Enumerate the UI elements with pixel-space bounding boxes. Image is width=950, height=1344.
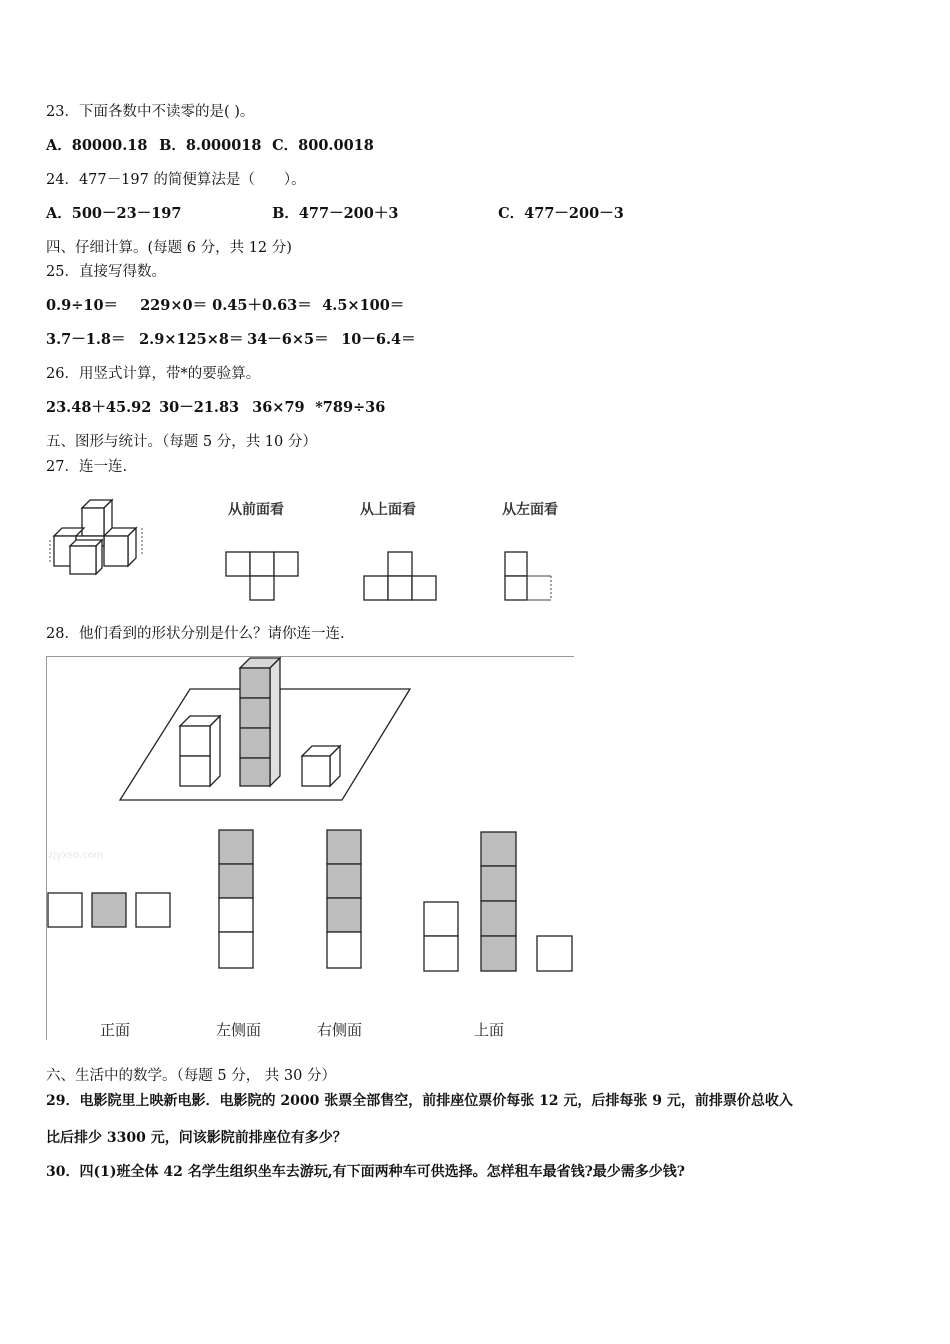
q25-item: 0.45＋0.63＝: [212, 297, 312, 314]
q27-stem: 27．连一连.: [46, 459, 128, 475]
q26-item: 23.48＋45.92: [46, 399, 152, 416]
q24-options: [46, 204, 624, 224]
q24-option-c: C．477－200－3: [498, 205, 624, 222]
q23-stem: 23．下面各数中不读零的是( )。: [46, 104, 255, 120]
q24-stem: 24．477－197 的简便算法是（ ）。: [46, 172, 306, 188]
q23-option-b: B．8.000018: [159, 137, 262, 154]
q28-scene-figure: [46, 656, 574, 1040]
q25-stem: 25．直接写得数。: [46, 264, 166, 280]
q25-item: 10－6.4＝: [341, 331, 416, 348]
q26-stem: 26．用竖式计算，带*的要验算。: [46, 366, 261, 382]
q24-option-a: A．500－23－197: [46, 205, 182, 222]
q27-left-view-shape[interactable]: [503, 550, 557, 604]
q25-item: 2.9×125×8＝: [139, 331, 244, 348]
q25-row2: [46, 330, 416, 350]
q28-label-left-side: 左侧面: [216, 1021, 262, 1039]
q27-view-top-label: 从上面看: [360, 502, 416, 518]
q29-line1: 29．电影院里上映新电影．电影院的 2000 张票全部售空，前排座位票价每张 12 元，后排每张 9 元，前排票价总收入: [46, 1093, 793, 1109]
q29-line2: 比后排少 3300 元，问该影院前排座位有多少？: [46, 1130, 347, 1146]
q26-item: 36×79: [252, 399, 305, 416]
q26-item: *789÷36: [315, 399, 386, 416]
q25-item: 229×0＝: [140, 297, 208, 314]
q28-watermark: zjyxso.com: [48, 850, 104, 861]
q23-option-c: C．800.0018: [272, 137, 374, 154]
q26-items: [46, 398, 385, 418]
section6-title: 六、生活中的数学。（每题 5 分， 共 30 分）: [46, 1068, 336, 1084]
q23-option-a: A．80000.18: [46, 137, 148, 154]
q25-row1: [46, 296, 404, 316]
q25-item: 3.7－1.8＝: [46, 331, 126, 348]
q23-options: [46, 136, 374, 156]
q26-item: 30－21.83: [159, 399, 240, 416]
q28-label-front: 正面: [100, 1021, 131, 1039]
q27-top-view-shape[interactable]: [362, 550, 440, 604]
q28-label-top: 上面: [474, 1021, 505, 1039]
q28-stem: 28．他们看到的形状分别是什么？请你连一连.: [46, 626, 345, 642]
q27-view-left-label: 从左面看: [502, 502, 558, 518]
q25-item: 34－6×5＝: [247, 331, 329, 348]
q27-cube-figure: [46, 494, 150, 576]
q27-front-view-shape[interactable]: [224, 550, 302, 604]
q25-item: 0.9÷10＝: [46, 297, 119, 314]
q25-item: 4.5×100＝: [322, 297, 405, 314]
q27-view-front-label: 从前面看: [228, 502, 284, 518]
section5-title: 五、图形与统计。（每题 5 分，共 10 分）: [46, 434, 317, 450]
q30-stem: 30．四(1)班全体 42 名学生组织坐车去游玩,有下面两种车可供选择。怎样租车最省钱?最少需多少钱?: [46, 1164, 685, 1180]
section4-title: 四、仔细计算。(每题 6 分，共 12 分): [46, 240, 292, 256]
q28-label-right-side: 右侧面: [317, 1021, 363, 1039]
q24-option-b: B．477－200＋3: [272, 205, 399, 222]
